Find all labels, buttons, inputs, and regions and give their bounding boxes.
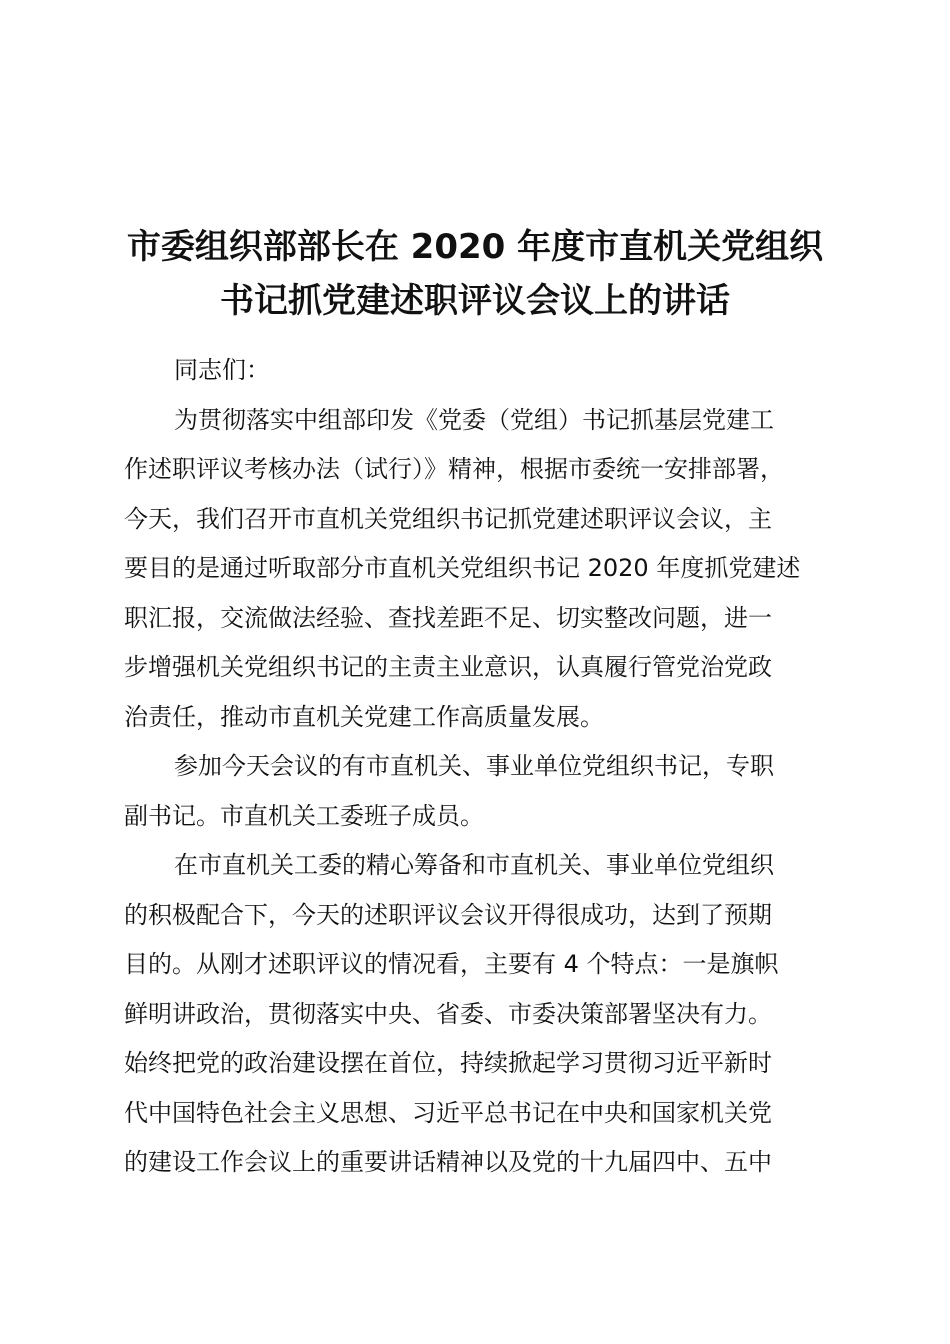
body-line: 鲜明讲政治，贯彻落实中央、省委、市委决策部署坚决有力。 (124, 999, 772, 1028)
body-line: 今天，我们召开市直机关党组织书记抓党建述职评议会议，主 (124, 504, 772, 533)
body-line: 的建设工作会议上的重要讲话精神以及党的十九届四中、五中 (124, 1148, 772, 1176)
body-line: 步增强机关党组织书记的主责主业意识，认真履行管党治党政 (124, 653, 772, 681)
body-line: 的积极配合下，今天的述职评议会议开得很成功，达到了预期 (124, 900, 772, 929)
title-line-1: 市委组织部部长在 2020 年度市直机关党组织 (126, 227, 824, 267)
body-line: 参加今天会议的有市直机关、事业单位党组织书记，专职 (174, 752, 774, 780)
body-line: 副书记。市直机关工委班子成员。 (124, 801, 484, 830)
body-line: 为贯彻落实中组部印发《党委（党组）书记抓基层党建工 (174, 405, 774, 434)
body-line: 目的。从刚才述职评议的情况看，主要有 4 个特点：一是旗帜 (124, 950, 779, 978)
body-line: 治责任，推动市直机关党建工作高质量发展。 (124, 702, 604, 731)
body-line: 代中国特色社会主义思想、习近平总书记在中央和国家机关党 (124, 1098, 772, 1127)
body-line: 要目的是通过听取部分市直机关党组织书记 2020 年度抓党建述 (124, 554, 801, 582)
document-title (100, 220, 850, 328)
body-line: 同志们： (174, 356, 270, 384)
body-line: 在市直机关工委的精心筹备和市直机关、事业单位党组织 (174, 851, 774, 879)
body-line: 始终把党的政治建设摆在首位，持续掀起学习贯彻习近平新时 (124, 1049, 772, 1077)
title-line-2: 书记抓党建述职评议会议上的讲话 (220, 281, 730, 321)
body-line: 职汇报，交流做法经验、查找差距不足、切实整改问题，进一 (124, 603, 772, 632)
document-body (124, 346, 840, 1188)
body-line: 作述职评议考核办法（试行）》精神，根据市委统一安排部署， (124, 455, 784, 483)
